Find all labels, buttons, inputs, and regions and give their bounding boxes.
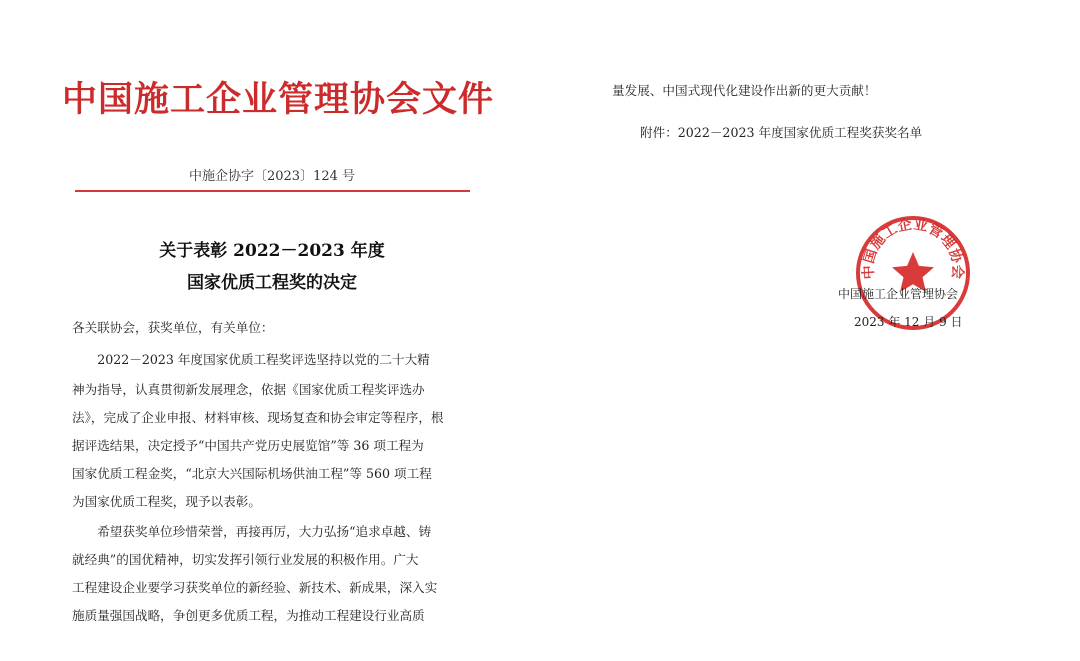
- header-red-rule: [75, 190, 470, 192]
- document-number: 中施企协字〔2023〕124 号: [188, 169, 356, 184]
- salutation-line: 各关联协会，获奖单位，有关单位：: [72, 320, 274, 335]
- body-line: 国家优质工程金奖，“北京大兴国际机场供油工程”等 560 项工程: [72, 466, 432, 481]
- continuation-line: 量发展、中国式现代化建设作出新的更大贡献！: [612, 83, 877, 98]
- body-line: 2022－2023 年度国家优质工程奖评选坚持以党的二十大精: [72, 352, 430, 367]
- signature-organization: 中国施工企业管理协会: [838, 287, 959, 301]
- body-line: 就经典”的国优精神，切实发挥引领行业发展的积极作用。广大: [72, 552, 419, 567]
- document-page-right: [540, 0, 1080, 661]
- body-line: 据评选结果，决定授予“中国共产党历史展览馆”等 36 项工程为: [72, 438, 424, 453]
- body-line: 神为指导，认真贯彻新发展理念，依据《国家优质工程奖评选办: [72, 382, 425, 397]
- body-line: 法》，完成了企业申报、材料审核、现场复查和协会审定等程序，根: [72, 410, 444, 425]
- attachment-line: 附件：2022－2023 年度国家优质工程奖获奖名单: [640, 125, 923, 140]
- document-header-title: 中国施工企业管理协会文件: [62, 79, 495, 120]
- body-line: 工程建设企业要学习获奖单位的新经验、新技术、新成果，深入实: [72, 580, 438, 595]
- signature-date: 2023 年 12 月 9 日: [854, 315, 963, 329]
- document-title-line-2: 国家优质工程奖的决定: [187, 273, 357, 293]
- document-title-line-1: 关于表彰 2022－2023 年度: [159, 241, 385, 261]
- body-line: 施质量强国战略，争创更多优质工程，为推动工程建设行业高质: [72, 608, 425, 623]
- svg-text:中国施工企业管理协会: 中国施工企业管理协会: [860, 216, 966, 280]
- body-line: 希望获奖单位珍惜荣誉，再接再厉，大力弘扬“追求卓越、铸: [72, 524, 432, 539]
- body-line: 为国家优质工程奖，现予以表彰。: [72, 494, 261, 509]
